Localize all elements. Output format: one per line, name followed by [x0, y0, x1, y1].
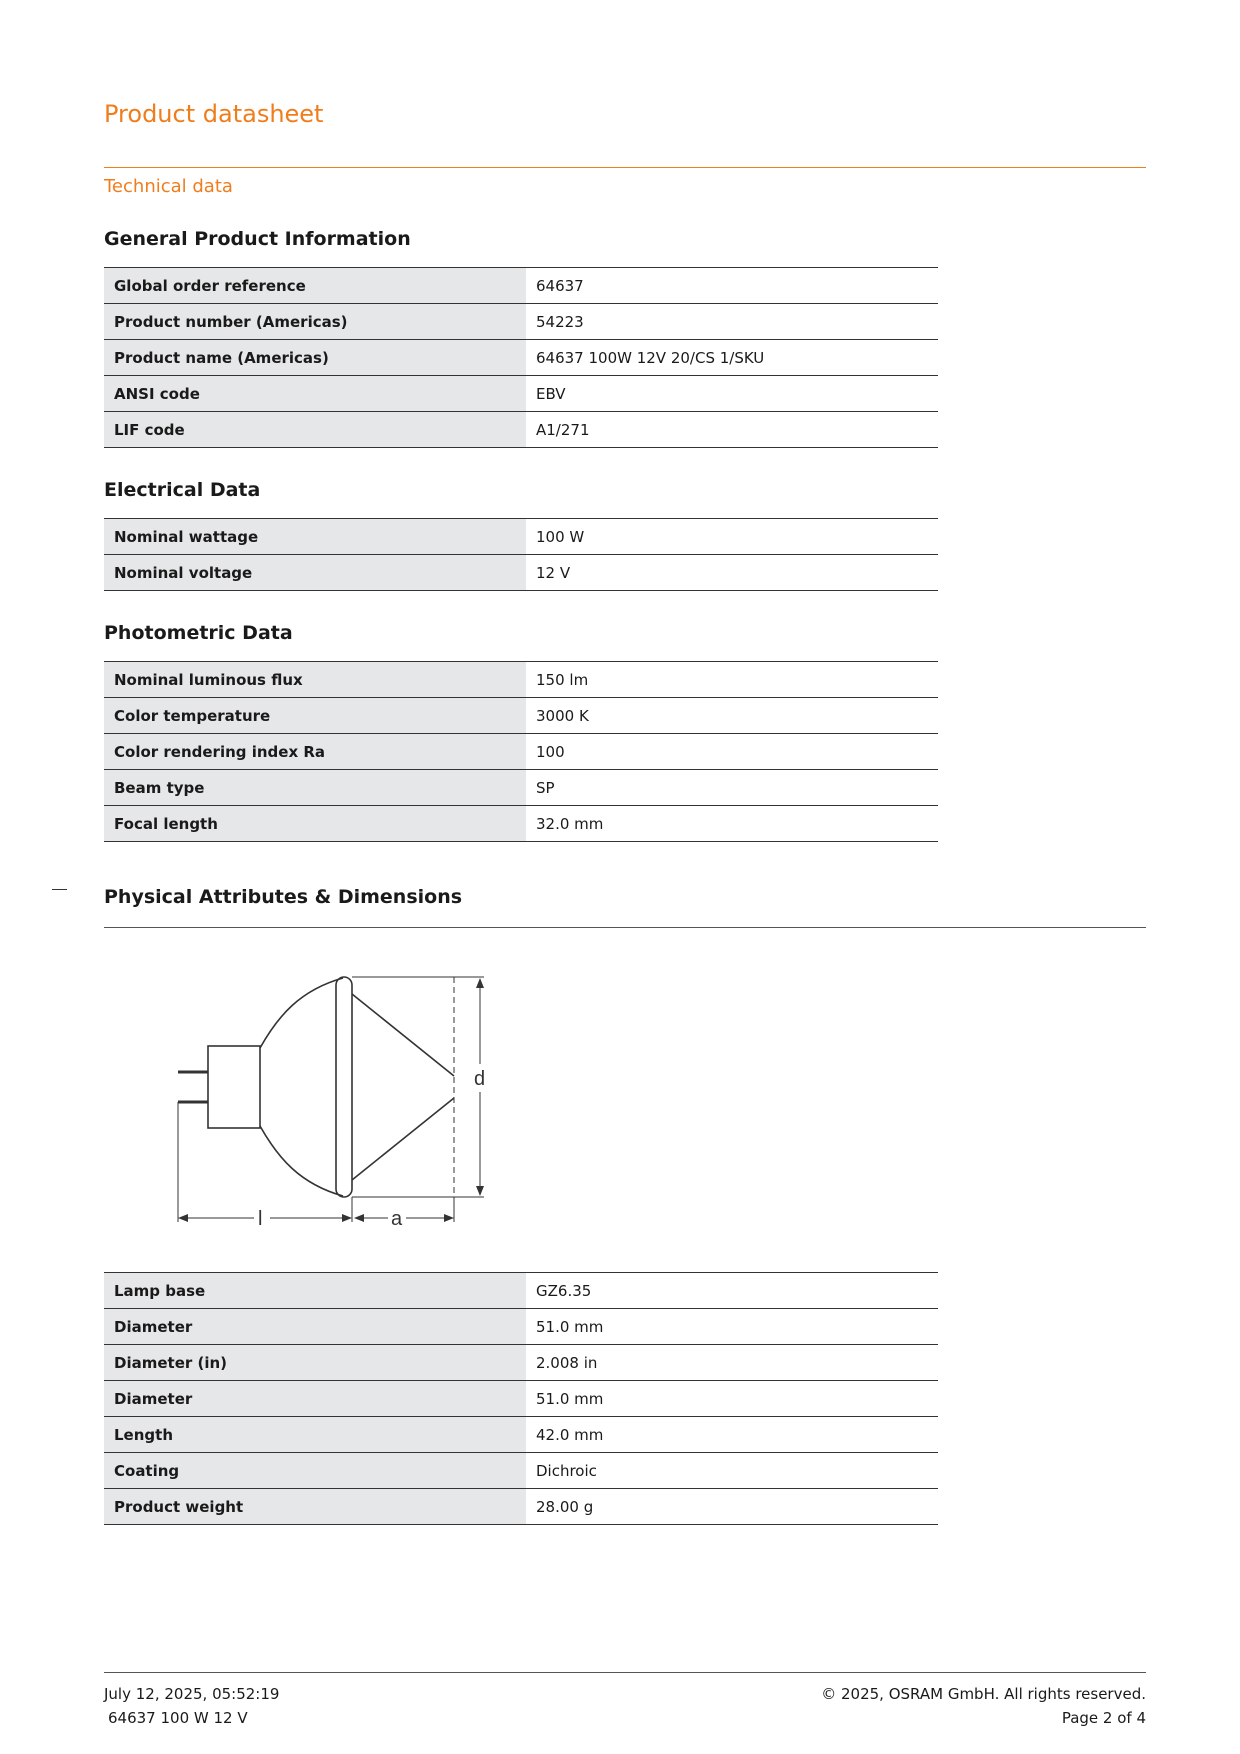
table-row	[104, 268, 938, 304]
row-value: 64637	[526, 268, 938, 304]
electrical-data-heading: Electrical Data	[104, 479, 261, 501]
row-value: A1/271	[526, 412, 938, 448]
row-label: Diameter	[104, 1381, 526, 1417]
row-value: 54223	[526, 304, 938, 340]
table-row	[104, 1273, 938, 1309]
photometric-data-heading: Photometric Data	[104, 622, 293, 644]
row-value: 51.0 mm	[526, 1309, 938, 1345]
table-row	[104, 1381, 938, 1417]
table-row	[104, 1309, 938, 1345]
row-label: Global order reference	[104, 268, 526, 304]
section-divider	[104, 927, 1146, 928]
row-value: Dichroic	[526, 1453, 938, 1489]
row-label: Diameter	[104, 1309, 526, 1345]
row-value: 51.0 mm	[526, 1381, 938, 1417]
table-row	[104, 806, 938, 842]
footer-divider	[104, 1672, 1146, 1673]
row-label: Diameter (in)	[104, 1345, 526, 1381]
row-label: Nominal wattage	[104, 519, 526, 555]
table-row	[104, 662, 938, 698]
header-divider	[104, 167, 1146, 168]
row-label: Focal length	[104, 806, 526, 842]
row-label: Color temperature	[104, 698, 526, 734]
row-label: Product weight	[104, 1489, 526, 1525]
row-value: 150 lm	[526, 662, 938, 698]
dimension-label-d: d	[474, 1068, 486, 1090]
table-row	[104, 1345, 938, 1381]
row-value: 3000 K	[526, 698, 938, 734]
row-label: Nominal voltage	[104, 555, 526, 591]
row-value: SP	[526, 770, 938, 806]
row-label: Length	[104, 1417, 526, 1453]
row-value: EBV	[526, 376, 938, 412]
row-value: 12 V	[526, 555, 938, 591]
lamp-dimension-diagram	[160, 960, 500, 1230]
table-row	[104, 519, 938, 555]
table-row	[104, 304, 938, 340]
table-row	[104, 1489, 938, 1525]
dimension-label-a: a	[391, 1208, 403, 1230]
footer-copyright: © 2025, OSRAM GmbH. All rights reserved.	[821, 1685, 1146, 1703]
row-label: Beam type	[104, 770, 526, 806]
row-label: ANSI code	[104, 376, 526, 412]
row-value: 2.008 in	[526, 1345, 938, 1381]
table-row	[104, 555, 938, 591]
table-row	[104, 734, 938, 770]
footer-date: July 12, 2025, 05:52:19	[104, 1685, 280, 1703]
row-label: Lamp base	[104, 1273, 526, 1309]
row-label: Coating	[104, 1453, 526, 1489]
row-label: Color rendering index Ra	[104, 734, 526, 770]
row-label: LIF code	[104, 412, 526, 448]
row-label: Product name (Americas)	[104, 340, 526, 376]
row-value: GZ6.35	[526, 1273, 938, 1309]
physical-attributes-heading: Physical Attributes & Dimensions	[104, 886, 463, 908]
table-row	[104, 770, 938, 806]
table-row	[104, 412, 938, 448]
physical-attributes-table	[104, 1272, 938, 1525]
dimension-label-l: l	[258, 1208, 263, 1230]
electrical-data-table	[104, 518, 938, 591]
margin-mark	[52, 889, 67, 890]
general-info-table	[104, 267, 938, 448]
photometric-data-table	[104, 661, 938, 842]
section-subtitle: Technical data	[104, 176, 233, 197]
row-value: 28.00 g	[526, 1489, 938, 1525]
general-info-heading: General Product Information	[104, 228, 411, 250]
table-row	[104, 698, 938, 734]
page-title: Product datasheet	[104, 100, 324, 128]
table-row	[104, 1417, 938, 1453]
table-row	[104, 1453, 938, 1489]
row-value: 32.0 mm	[526, 806, 938, 842]
row-value: 42.0 mm	[526, 1417, 938, 1453]
table-row	[104, 340, 938, 376]
row-value: 64637 100W 12V 20/CS 1/SKU	[526, 340, 938, 376]
footer-product: 64637 100 W 12 V	[108, 1709, 248, 1727]
row-value: 100	[526, 734, 938, 770]
row-label: Product number (Americas)	[104, 304, 526, 340]
row-value: 100 W	[526, 519, 938, 555]
footer-page-number: Page 2 of 4	[1061, 1709, 1146, 1727]
table-row	[104, 376, 938, 412]
row-label: Nominal luminous flux	[104, 662, 526, 698]
